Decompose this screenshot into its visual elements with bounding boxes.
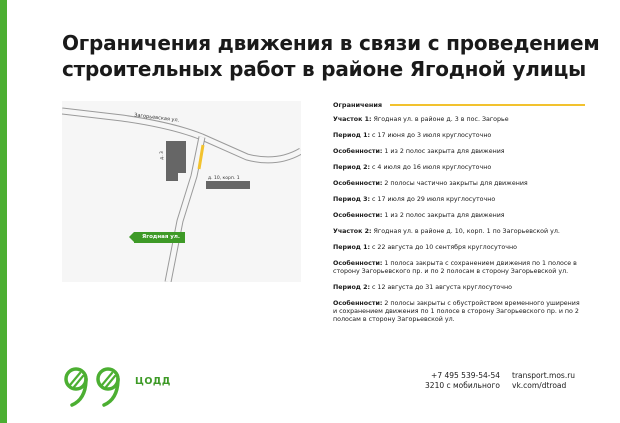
info-row: Особенности: 2 полосы частично закрыты для движения: [333, 180, 528, 187]
codd-logo-icon: [62, 365, 132, 407]
info-row: Участок 2: Ягодная ул. в районе д. 10, корп. 1 по Загорьевской ул.: [333, 228, 560, 235]
info-row: Период 2: с 12 августа до 31 августа круглосуточно: [333, 284, 512, 291]
info-row: Период 1: с 17 июня до 3 июля круглосуточно: [333, 132, 492, 139]
logo-text: ЦОДД: [135, 376, 171, 387]
page-title: Ограничения движения в связи с проведением строительных работ в районе Ягодной улицы: [62, 31, 600, 81]
info-row: Особенности: 1 полоса закрыта с сохранением движения по 1 полосе в сторону Загорьевского пр. и по 2 полосам в сторону Загорьевской ул.: [333, 260, 577, 275]
info-row: Период 3: с 17 июля до 29 июля круглосуточно: [333, 196, 496, 203]
building-d3: [166, 141, 186, 181]
info-row: Участок 1: Ягодная ул. в районе д. 3 в пос. Загорье: [333, 116, 509, 123]
building-d10: [206, 181, 250, 189]
contacts-phone: [400, 371, 500, 391]
building-1-label: д. 3: [159, 151, 165, 160]
phone-number[interactable]: +7 495 539-54-54: [431, 371, 500, 380]
building-2-label: д. 10, корп. 1: [208, 176, 240, 181]
contacts-web: [512, 371, 612, 391]
mobile-number: 3210 с мобильного: [425, 381, 500, 390]
info-row: Особенности: 1 из 2 полос закрыта для движения: [333, 212, 505, 219]
info-row: Период 2: с 4 июля до 16 июля круглосуточно: [333, 164, 492, 171]
accent-bar: [0, 0, 7, 423]
street-label: Загорьевская ул.: [133, 112, 180, 124]
restrictions-heading: Ограничения: [333, 101, 383, 109]
info-row: Период 1: с 22 августа до 10 сентября круглосуточно: [333, 244, 517, 251]
map-drawing: [62, 101, 301, 282]
info-row: Особенности: 2 полосы закрыты с обустройством временного уширения и сохранением движения по 1 полосе в сторону Загорьевского пр. и по 2 полосам в сторону Загорьевской ул.: [333, 300, 580, 323]
restrictions-header: [333, 100, 585, 110]
header-rule: [390, 104, 585, 106]
vk-link[interactable]: vk.com/dtroad: [512, 381, 567, 390]
map-pin-label: Ягодная ул.: [134, 232, 185, 243]
map: [62, 101, 301, 282]
site-link[interactable]: transport.mos.ru: [512, 371, 576, 380]
restrictions-panel: [333, 100, 585, 332]
info-row: Особенности: 1 из 2 полос закрыта для движения: [333, 148, 505, 155]
